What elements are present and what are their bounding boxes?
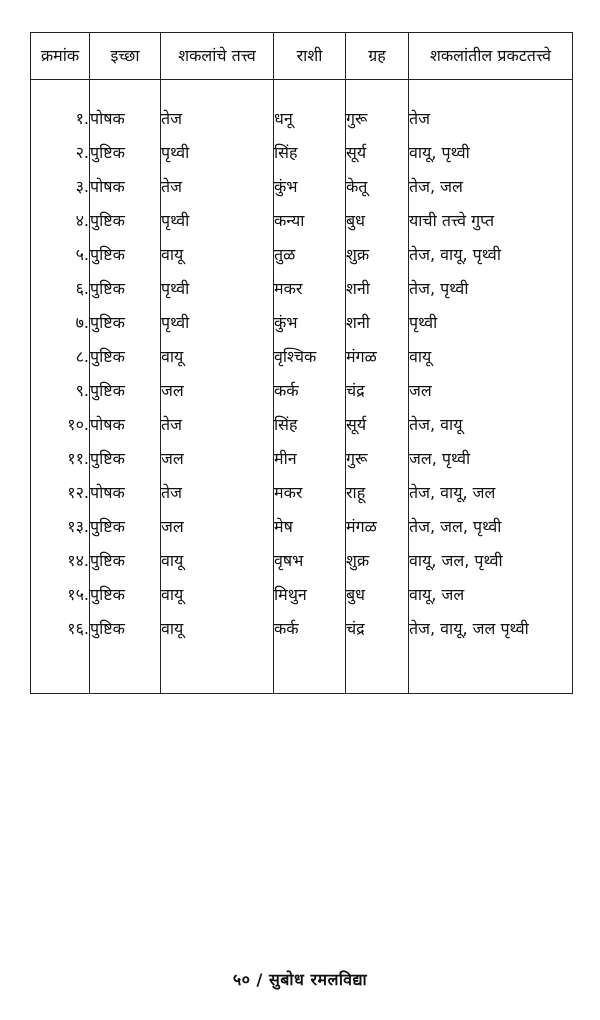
cell-number: १२.	[31, 476, 90, 510]
cell-rashi: मेष	[274, 510, 346, 544]
cell-graha: चंद्र	[346, 374, 409, 408]
cell-manifest-elements: पृथ्वी	[409, 306, 573, 340]
cell-figure-element: तेज	[161, 102, 274, 136]
cell-number: १६.	[31, 612, 90, 646]
cell-figure-element: जल	[161, 442, 274, 476]
cell-figure-element: वायू	[161, 578, 274, 612]
cell-desire: पुष्टिक	[90, 340, 161, 374]
cell-desire: पोषक	[90, 170, 161, 204]
cell-desire: पोषक	[90, 408, 161, 442]
cell-manifest-elements: तेज, वायू, जल पृथ्वी	[409, 612, 573, 646]
header-manifest-elements: शकलांतील प्रकटतत्त्वे	[409, 33, 573, 80]
cell-number: ८.	[31, 340, 90, 374]
cell-rashi: धनू	[274, 102, 346, 136]
cell-figure-element: पृथ्वी	[161, 306, 274, 340]
footer-separator: /	[256, 970, 263, 989]
cell-graha: गुरू	[346, 442, 409, 476]
table-row	[31, 238, 573, 272]
table-row	[31, 544, 573, 578]
table-row	[31, 374, 573, 408]
elements-table	[30, 32, 573, 694]
header-number: क्रमांक	[31, 33, 90, 80]
cell-desire: पोषक	[90, 102, 161, 136]
table-filler-row	[31, 646, 573, 694]
cell-desire: पुष्टिक	[90, 272, 161, 306]
page-footer	[0, 968, 600, 990]
table-row	[31, 578, 573, 612]
cell-number: ९.	[31, 374, 90, 408]
cell-figure-element: वायू	[161, 544, 274, 578]
cell-manifest-elements: वायू, जल	[409, 578, 573, 612]
cell-desire: पुष्टिक	[90, 510, 161, 544]
cell-graha: सूर्य	[346, 408, 409, 442]
cell-manifest-elements: वायू	[409, 340, 573, 374]
table-row	[31, 306, 573, 340]
cell-rashi: मकर	[274, 476, 346, 510]
cell-graha: शुक्र	[346, 238, 409, 272]
cell-desire: पुष्टिक	[90, 204, 161, 238]
cell-rashi: सिंह	[274, 408, 346, 442]
cell-number: १०.	[31, 408, 90, 442]
cell-rashi: मिथुन	[274, 578, 346, 612]
cell-number: ३.	[31, 170, 90, 204]
cell-number: १५.	[31, 578, 90, 612]
cell-manifest-elements: जल	[409, 374, 573, 408]
cell-manifest-elements: याची तत्त्वे गुप्त	[409, 204, 573, 238]
cell-graha: बुध	[346, 578, 409, 612]
cell-figure-element: पृथ्वी	[161, 136, 274, 170]
table-row	[31, 204, 573, 238]
cell-graha: मंगळ	[346, 510, 409, 544]
cell-rashi: कर्क	[274, 374, 346, 408]
cell-desire: पुष्टिक	[90, 442, 161, 476]
cell-manifest-elements: तेज	[409, 102, 573, 136]
cell-rashi: तुळ	[274, 238, 346, 272]
cell-graha: चंद्र	[346, 612, 409, 646]
cell-rashi: वृषभ	[274, 544, 346, 578]
header-desire: इच्छा	[90, 33, 161, 80]
cell-figure-element: तेज	[161, 476, 274, 510]
cell-desire: पुष्टिक	[90, 306, 161, 340]
cell-graha: शुक्र	[346, 544, 409, 578]
cell-number: ११.	[31, 442, 90, 476]
table-row	[31, 408, 573, 442]
cell-rashi: मकर	[274, 272, 346, 306]
cell-manifest-elements: तेज, वायू, पृथ्वी	[409, 238, 573, 272]
cell-desire: पुष्टिक	[90, 544, 161, 578]
cell-graha: केतू	[346, 170, 409, 204]
table-row	[31, 612, 573, 646]
cell-rashi: कर्क	[274, 612, 346, 646]
cell-figure-element: वायू	[161, 340, 274, 374]
cell-manifest-elements: तेज, पृथ्वी	[409, 272, 573, 306]
header-rashi: राशी	[274, 33, 346, 80]
cell-figure-element: पृथ्वी	[161, 272, 274, 306]
cell-number: ४.	[31, 204, 90, 238]
cell-rashi: कुंभ	[274, 306, 346, 340]
cell-graha: शनी	[346, 306, 409, 340]
cell-figure-element: तेज	[161, 170, 274, 204]
cell-number: ६.	[31, 272, 90, 306]
cell-manifest-elements: वायू, पृथ्वी	[409, 136, 573, 170]
cell-figure-element: पृथ्वी	[161, 204, 274, 238]
cell-desire: पुष्टिक	[90, 374, 161, 408]
cell-figure-element: जल	[161, 510, 274, 544]
cell-number: ७.	[31, 306, 90, 340]
header-figure-element: शकलांचे तत्त्व	[161, 33, 274, 80]
cell-desire: पुष्टिक	[90, 612, 161, 646]
table-row	[31, 340, 573, 374]
cell-graha: शनी	[346, 272, 409, 306]
cell-number: २.	[31, 136, 90, 170]
cell-desire: पुष्टिक	[90, 136, 161, 170]
cell-rashi: कुंभ	[274, 170, 346, 204]
table-row	[31, 136, 573, 170]
cell-graha: बुध	[346, 204, 409, 238]
cell-figure-element: तेज	[161, 408, 274, 442]
table-row	[31, 476, 573, 510]
table-row	[31, 102, 573, 136]
cell-number: १३.	[31, 510, 90, 544]
cell-graha: सूर्य	[346, 136, 409, 170]
cell-manifest-elements: तेज, वायू	[409, 408, 573, 442]
book-title: सुबोध रमलविद्या	[268, 970, 368, 989]
table-header-row	[31, 33, 573, 80]
cell-figure-element: वायू	[161, 238, 274, 272]
header-graha: ग्रह	[346, 33, 409, 80]
cell-rashi: सिंह	[274, 136, 346, 170]
cell-manifest-elements: तेज, वायू, जल	[409, 476, 573, 510]
cell-manifest-elements: तेज, जल	[409, 170, 573, 204]
cell-figure-element: जल	[161, 374, 274, 408]
table-row	[31, 170, 573, 204]
table-row	[31, 510, 573, 544]
cell-manifest-elements: जल, पृथ्वी	[409, 442, 573, 476]
cell-rashi: कन्या	[274, 204, 346, 238]
cell-desire: पोषक	[90, 476, 161, 510]
cell-graha: मंगळ	[346, 340, 409, 374]
cell-graha: गुरू	[346, 102, 409, 136]
cell-graha: राहू	[346, 476, 409, 510]
cell-manifest-elements: वायू, जल, पृथ्वी	[409, 544, 573, 578]
cell-number: १४.	[31, 544, 90, 578]
table-spacer-row	[31, 80, 573, 103]
cell-desire: पुष्टिक	[90, 238, 161, 272]
cell-number: ५.	[31, 238, 90, 272]
cell-manifest-elements: तेज, जल, पृथ्वी	[409, 510, 573, 544]
cell-rashi: वृश्चिक	[274, 340, 346, 374]
table-row	[31, 442, 573, 476]
cell-desire: पुष्टिक	[90, 578, 161, 612]
cell-figure-element: वायू	[161, 612, 274, 646]
cell-number: १.	[31, 102, 90, 136]
cell-rashi: मीन	[274, 442, 346, 476]
table-row	[31, 272, 573, 306]
page-number: ५०	[232, 970, 251, 989]
